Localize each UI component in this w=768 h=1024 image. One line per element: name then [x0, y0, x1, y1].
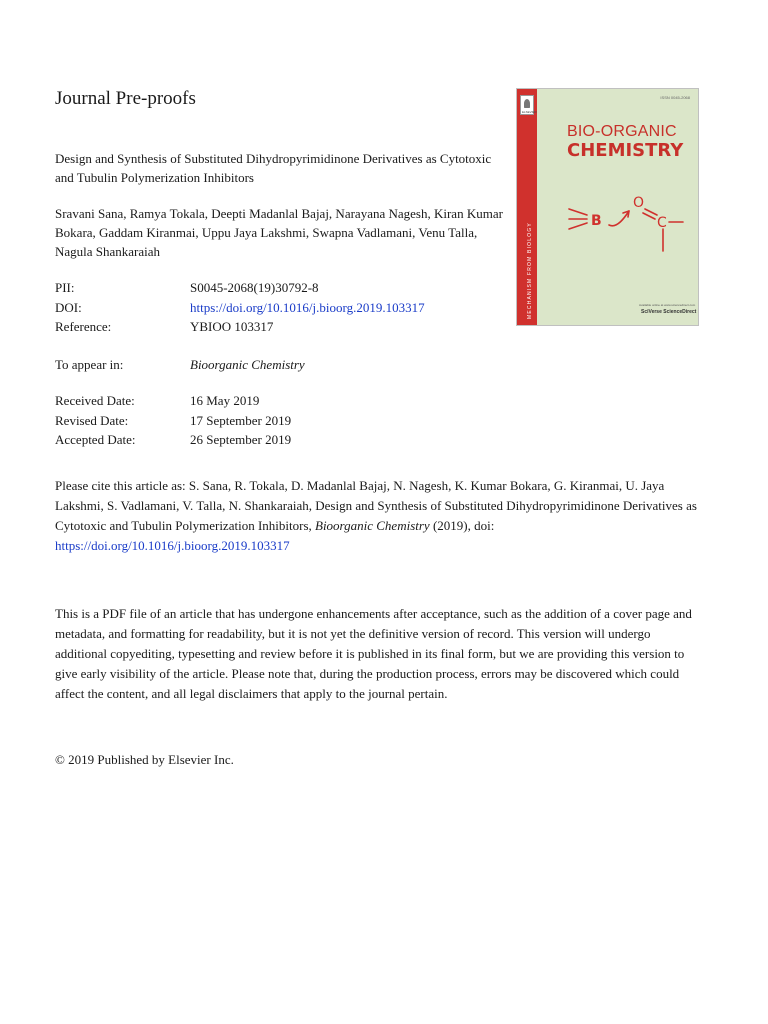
received-date-value: 16 May 2019	[190, 393, 260, 408]
cover-strip-text: MECHANISM FROM BIOLOGY	[527, 222, 533, 319]
appear-in-journal: Bioorganic Chemistry	[190, 357, 305, 372]
author-list: Sravani Sana, Ramya Tokala, Deepti Madanlal Bajaj, Narayana Nagesh, Kiran Kumar Bokara, Gaddam Kiranmai, Uppu Jaya Lakshmi, Swapna Vadlamani, Venu Talla, Nagula Shankaraiah	[55, 206, 503, 259]
appear-in-label: To appear in:	[55, 357, 124, 372]
accepted-date-value: 26 September 2019	[190, 432, 292, 447]
diagram-atom-o: O	[633, 195, 645, 211]
citation-year-doi: (2019), doi:	[429, 518, 495, 533]
cover-title-line1: BIO-ORGANIC	[567, 123, 677, 140]
journal-cover-image	[516, 88, 699, 326]
citation-doi-link[interactable]: https://doi.org/10.1016/j.bioorg.2019.103317	[55, 538, 290, 553]
journal-pre-proofs-heading: Journal Pre-proofs	[55, 88, 196, 109]
citation-paragraph	[55, 476, 705, 556]
cover-issn-text: ISSN 0045-2068	[660, 95, 690, 100]
diagram-bond-1	[569, 209, 587, 215]
pii-value: S0045-2068(19)30792-8	[190, 280, 319, 295]
cover-sciencedirect-logo: SciVerse ScienceDirect	[641, 309, 697, 315]
reference-label: Reference:	[55, 319, 112, 334]
received-date-label: Received Date:	[55, 393, 135, 408]
copyright-notice: © 2019 Published by Elsevier Inc.	[55, 752, 234, 767]
elsevier-tree-logo-icon: ELSEVIER	[520, 95, 534, 115]
cover-title-line2: CHEMISTRY	[567, 140, 684, 161]
doi-link[interactable]: https://doi.org/10.1016/j.bioorg.2019.103317	[190, 300, 425, 315]
citation-journal: Bioorganic Chemistry	[315, 518, 430, 533]
disclaimer-paragraph: This is a PDF file of an article that has undergone enhancements after acceptance, such as the addition of a cover page and metadata, and formatting for readability, but it is not yet the definitive version of record. This version will undergo additional copyediting, typesetting and review before it is published in its final form, but we are providing this version to give early visibility of the article. Please note that, during the production process, errors may be discovered which could affect the content, and all legal disclaimers that apply to the journal pertain.	[55, 606, 692, 701]
pii-label: PII:	[55, 280, 75, 295]
citation-text: Please cite this article as: S. Sana, R. Tokala, D. Madanlal Bajaj, N. Nagesh, K. Kumar Bokara, G. Kiranmai, U. Jaya Lakshmi, S. Vadlamani, V. Talla, N. Shankaraiah, Design and Synthesis of Substituted Dihydropyrimidinone Derivatives as Cytotoxic and Tubulin Polymerization Inhibitors,	[55, 478, 697, 533]
diagram-bond-3	[569, 223, 587, 229]
revised-date-label: Revised Date:	[55, 413, 129, 428]
diagram-atom-b: B	[591, 213, 602, 229]
accepted-date-label: Accepted Date:	[55, 432, 136, 447]
cover-footer-small-text: Available online at www.sciencedirect.com	[639, 303, 696, 307]
diagram-curved-arrow	[609, 211, 629, 226]
doi-label: DOI:	[55, 300, 82, 315]
revised-date-value: 17 September 2019	[190, 413, 292, 428]
cover-mechanism-diagram	[565, 189, 685, 259]
cover-red-strip	[517, 89, 537, 325]
reference-value: YBIOO 103317	[190, 319, 274, 334]
diagram-atom-c: C	[657, 215, 667, 231]
article-title: Design and Synthesis of Substituted Dihydropyrimidinone Derivatives as Cytotoxic and Tubulin Polymerization Inhibitors	[55, 151, 492, 185]
